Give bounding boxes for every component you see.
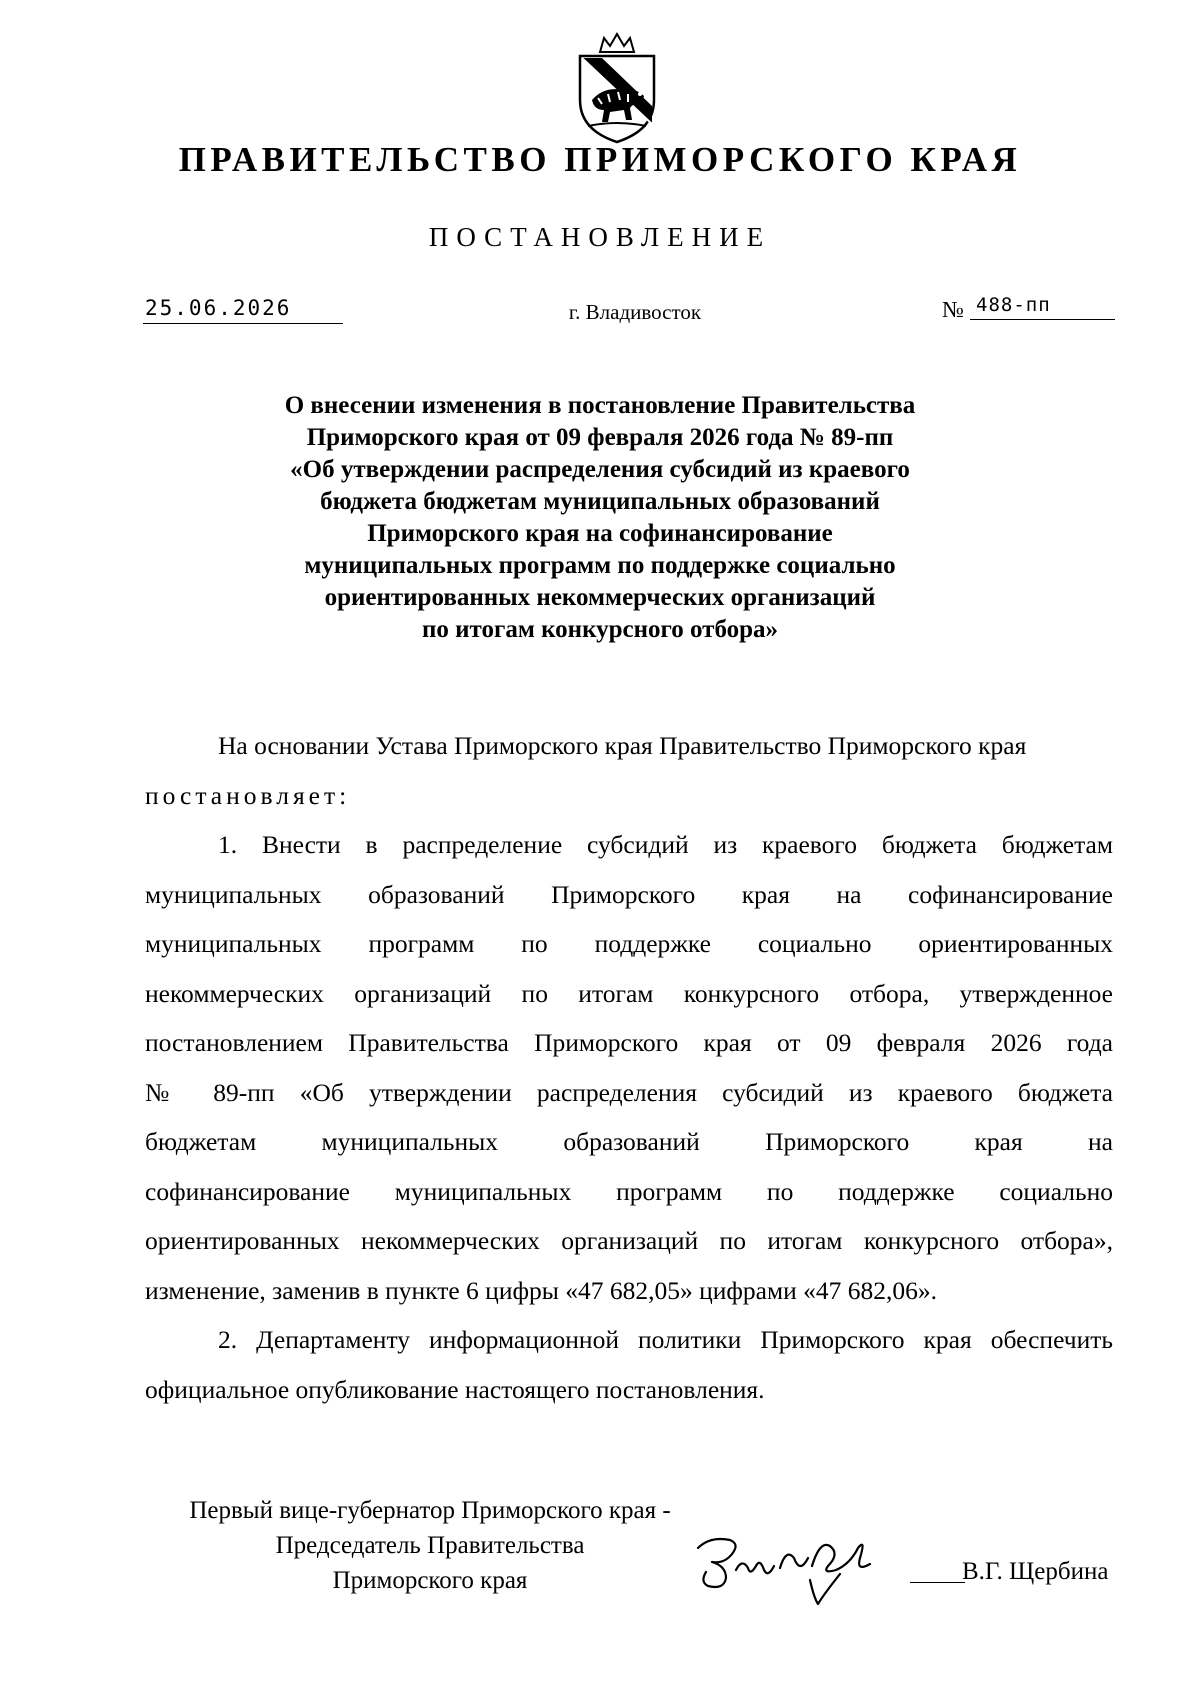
document-date: 25.06.2026: [145, 296, 292, 320]
preamble-text: На основании Устава Приморского края Правительство Приморского края: [218, 731, 1027, 760]
heading-line: ориентированных некоммерческих организаций: [324, 584, 876, 611]
heading-line: по итогам конкурсного отбора»: [421, 616, 779, 643]
document-number: 488-пп: [976, 294, 1051, 316]
item1-line: муниципальных программ по поддержке социально ориентированных: [145, 929, 1113, 958]
organization-title: ПРАВИТЕЛЬСТВО ПРИМОРСКОГО КРАЯ: [178, 140, 1022, 179]
item1-line: № 89-пп «Об утверждении распределения субсидий из краевого бюджета: [145, 1077, 1113, 1107]
heading-line: муниципальных программ по поддержке социально: [304, 552, 896, 579]
item1-line: изменение, заменив в пункте 6 цифры «47 682,05» цифрами «47 682,06».: [145, 1275, 938, 1305]
item1-line: 1. Внести в распределение субсидий из краевого бюджета бюджетам: [218, 830, 1113, 859]
document-heading: [200, 390, 1000, 646]
item2-line: 2. Департаменту информационной политики Приморского края обеспечить: [218, 1325, 1113, 1354]
document-type: ПОСТАНОВЛЕНИЕ: [428, 222, 772, 252]
item1-line: софинансирование муниципальных программ по поддержке социально: [145, 1176, 1113, 1206]
heading-line: бюджета бюджетам муниципальных образований: [320, 488, 880, 515]
item1-line: муниципальных образований Приморского края на софинансирование: [145, 879, 1113, 909]
item1-line: бюджетам муниципальных образований Приморского края на: [145, 1127, 1113, 1156]
item1-line: постановлением Правительства Приморского края от 09 февраля 2026 года: [145, 1028, 1113, 1057]
number-underline: [970, 319, 1115, 320]
signatory-position: [130, 1493, 730, 1598]
resolves-word: постановляет:: [145, 780, 351, 810]
position-line: Первый вице-губернатор Приморского края -: [189, 1497, 671, 1524]
position-line: Председатель Правительства: [275, 1532, 585, 1559]
position-line: Приморского края: [332, 1567, 528, 1594]
signature-underline: [910, 1582, 965, 1583]
handwritten-signature-icon: [690, 1518, 930, 1613]
signatory-name: В.Г. Щербина: [962, 1558, 1109, 1585]
item1-line: некоммерческих организаций по итогам конкурсного отбора, утвержденное: [145, 978, 1113, 1008]
date-underline: [143, 323, 343, 324]
heading-line: Приморского края от 09 февраля 2026 года № 89-пп: [306, 424, 894, 451]
coat-of-arms-icon: [574, 30, 660, 146]
item1-line: ориентированных некоммерческих организаций по итогам конкурсного отбора»,: [145, 1226, 1113, 1255]
document-city: г. Владивосток: [568, 300, 702, 324]
document-body: [145, 721, 1113, 1414]
heading-line: О внесении изменения в постановление Правительства: [284, 392, 916, 419]
number-sign: №: [942, 297, 964, 322]
heading-line: «Об утверждении распределения субсидий из краевого: [290, 456, 910, 483]
heading-line: Приморского края на софинансирование: [367, 520, 833, 547]
item2-line: официальное опубликование настоящего постановления.: [145, 1374, 765, 1404]
